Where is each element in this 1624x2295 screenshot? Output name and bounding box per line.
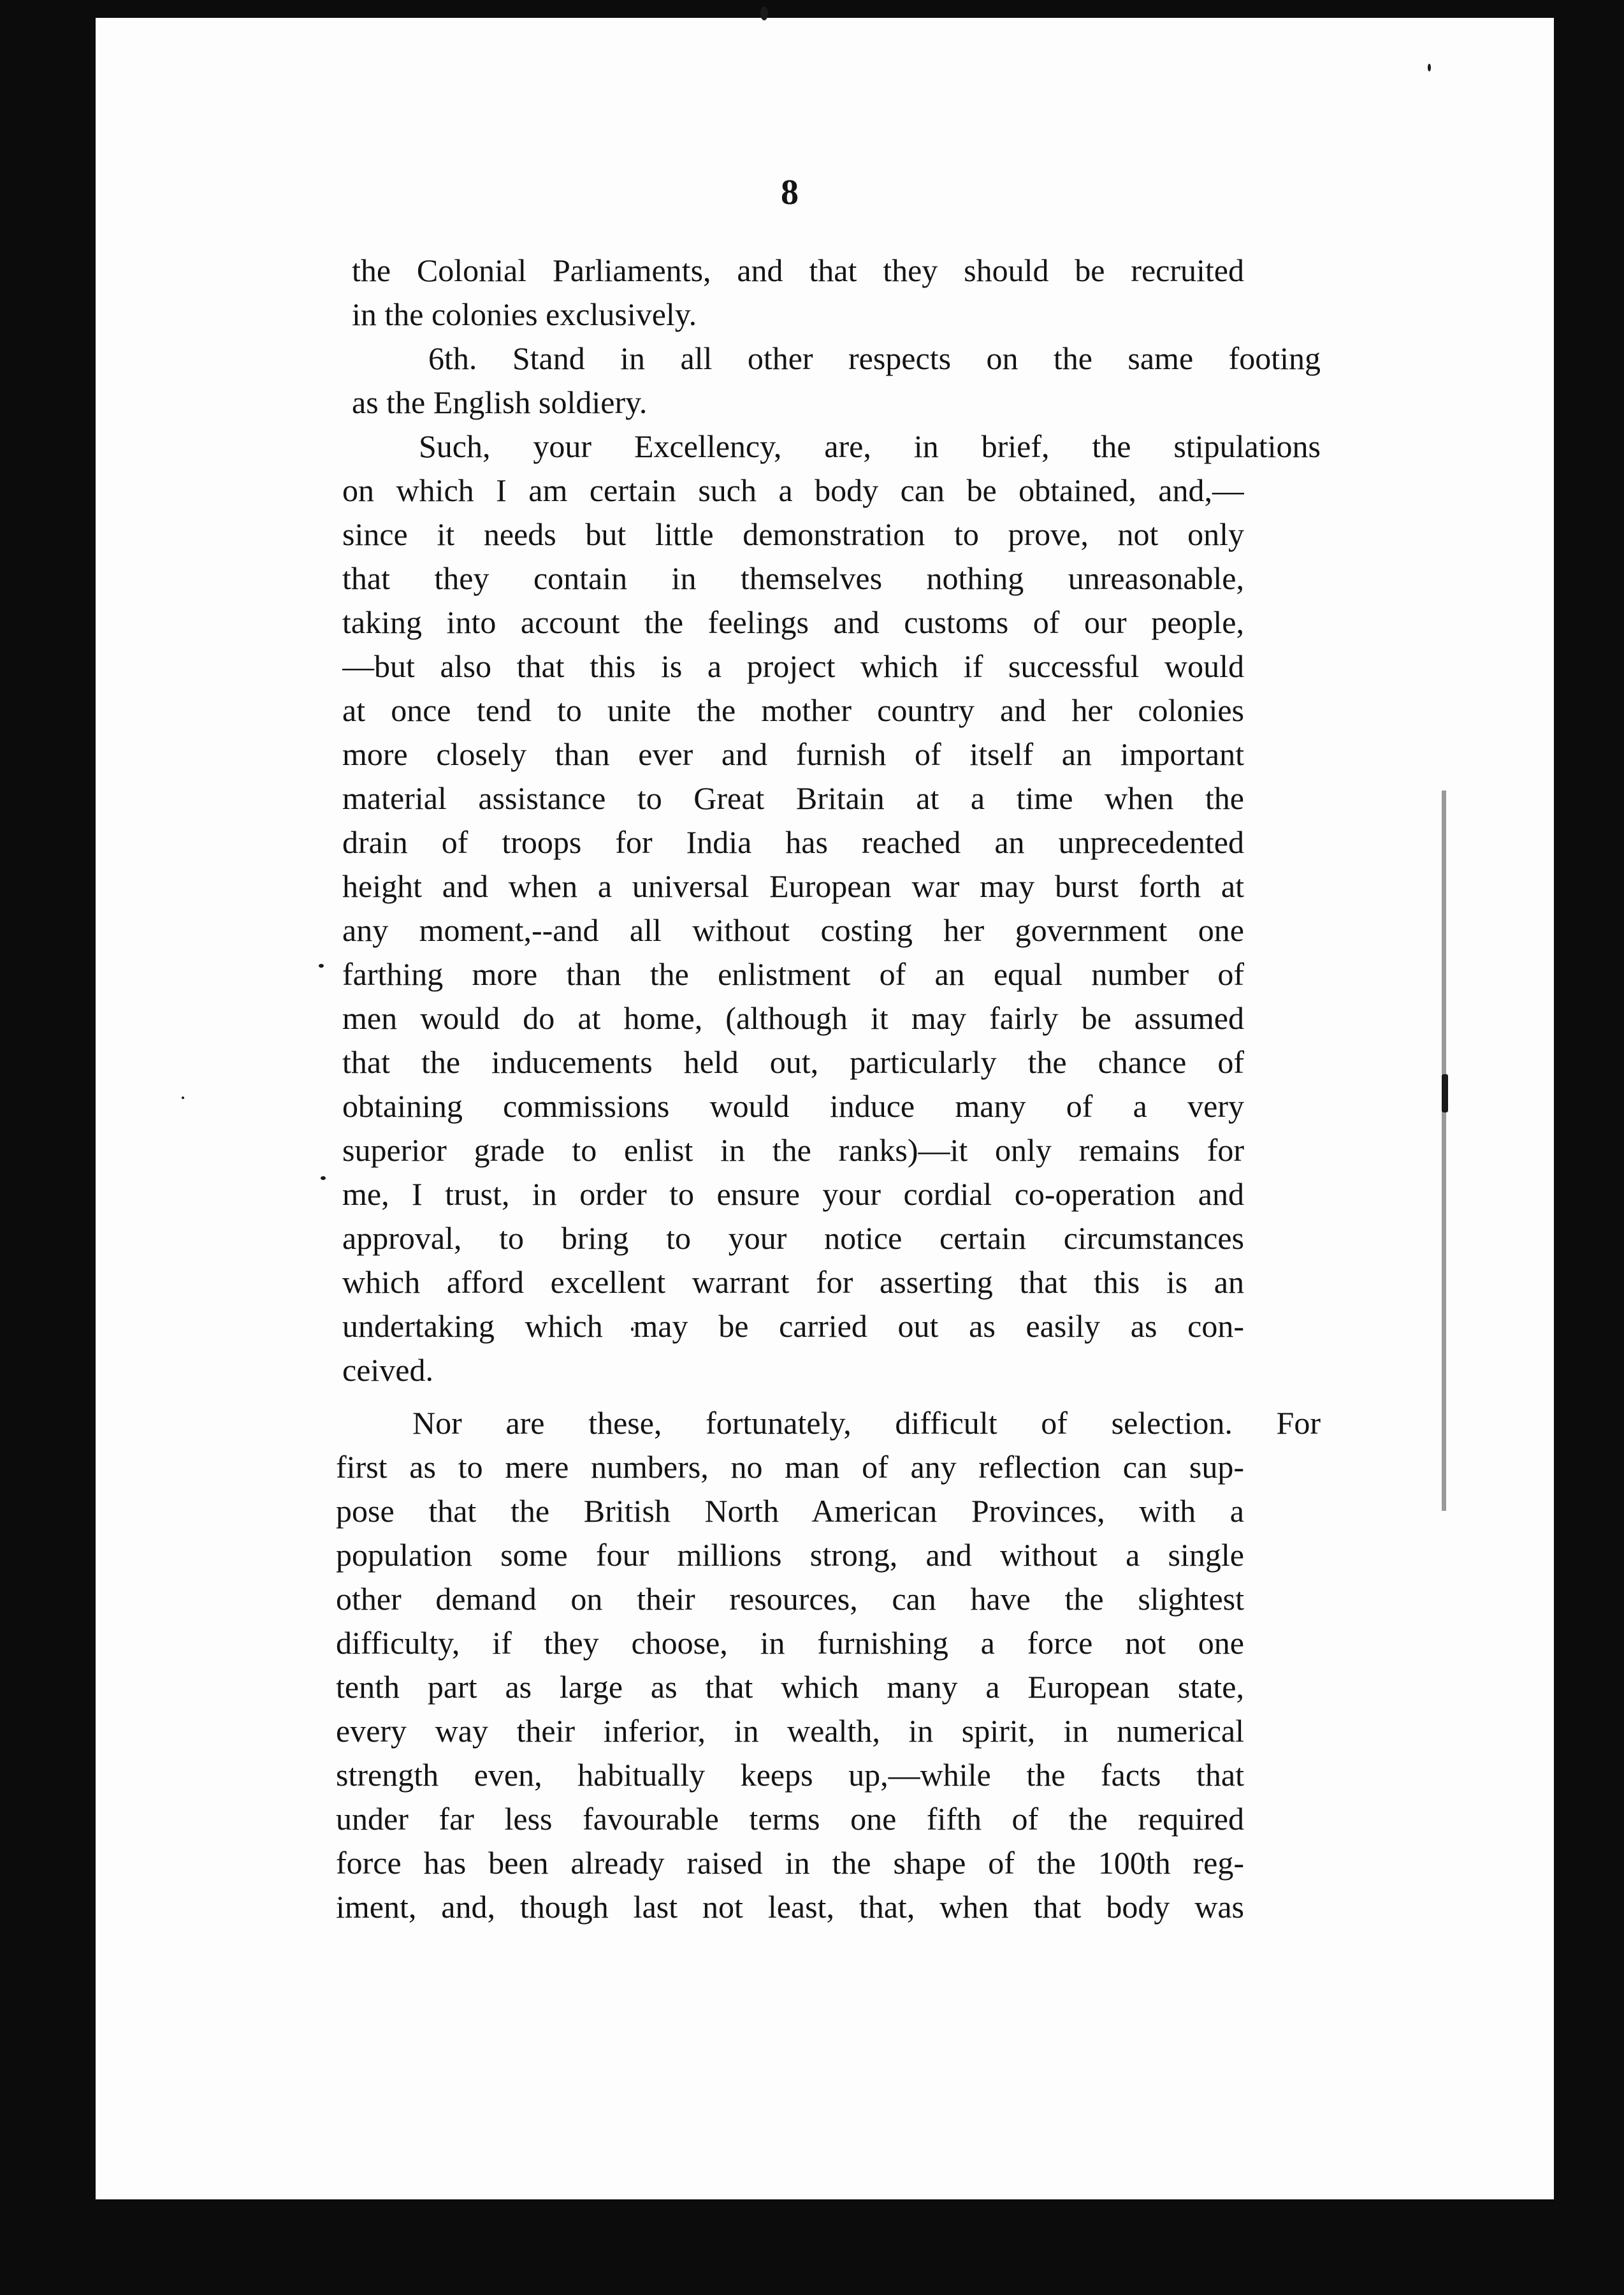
text-line: superior grade to enlist in the ranks)—it only remains for (342, 1132, 1244, 1168)
text-line: material assistance to Great Britain at a time when the (342, 780, 1244, 816)
text-line: in the colonies exclusively. (352, 296, 697, 332)
text-line: 6th. Stand in all other respects on the same footing (428, 340, 1321, 376)
scan-border-bottom (0, 2199, 1624, 2295)
text-line: ceived. (342, 1352, 433, 1388)
text-line: height and when a universal European war may burst forth at (342, 868, 1244, 904)
body-text (326, 249, 1321, 1929)
scan-speck (760, 6, 768, 20)
text-line: pose that the British North American Provinces, with a (336, 1493, 1244, 1529)
text-line: Such, your Excellency, are, in brief, the stipulations (419, 428, 1321, 464)
text-line: difficulty, if they choose, in furnishing a force not one (336, 1625, 1244, 1661)
text-line: under far less favourable terms one fifth of the required (336, 1801, 1244, 1837)
text-line: farthing more than the enlistment of an equal number of (342, 956, 1244, 992)
text-line: as the English soldiery. (352, 384, 648, 420)
text-line: approval, to bring to your notice certain circumstances (342, 1220, 1244, 1256)
scan-speck (1428, 64, 1431, 71)
scan-speck (319, 964, 324, 968)
scan-speck (182, 1096, 184, 1099)
text-line: the Colonial Parliaments, and that they should be recruited (352, 252, 1244, 288)
text-line: me, I trust, in order to ensure your cordial co-operation and (342, 1176, 1244, 1212)
scan-border-right (1554, 0, 1624, 2295)
text-line: strength even, habitually keeps up,—while the facts that (336, 1757, 1244, 1793)
text-line: that the inducements held out, particularly the chance of (342, 1044, 1244, 1080)
text-line: force has been already raised in the shape of the 100th reg- (336, 1845, 1244, 1881)
text-line: other demand on their resources, can have the slightest (336, 1581, 1244, 1617)
text-line: drain of troops for India has reached an unprecedented (342, 824, 1244, 860)
text-line: men would do at home, (although it may fairly be assumed (342, 1000, 1244, 1036)
text-line: that they contain in themselves nothing unreasonable, (342, 560, 1244, 596)
text-line: iment, and, though last not least, that, when that body was (336, 1889, 1244, 1925)
text-line: every way their inferior, in wealth, in spirit, in numerical (336, 1713, 1244, 1749)
text-line: population some four millions strong, and without a single (336, 1537, 1244, 1573)
text-line: which afford excellent warrant for asserting that this is an (342, 1264, 1244, 1300)
scan-speck (321, 1176, 326, 1180)
text-line: tenth part as large as that which many a European state, (336, 1669, 1244, 1705)
text-line: taking into account the feelings and customs of our people, (342, 604, 1244, 640)
text-line: first as to mere numbers, no man of any reflection can sup- (336, 1449, 1244, 1485)
text-line: since it needs but little demonstration to prove, not only (342, 516, 1244, 552)
page-number: 8 (781, 173, 799, 212)
scan-speck (1442, 1074, 1448, 1112)
binding-edge-mark (1442, 790, 1446, 1511)
text-line: on which I am certain such a body can be obtained, and,— (342, 472, 1244, 508)
text-line: any moment,--and all without costing her government one (342, 912, 1244, 948)
text-line: at once tend to unite the mother country and her colonies (342, 692, 1244, 728)
text-line: Nor are these, fortunately, difficult of selection. For (412, 1405, 1321, 1441)
scan-border-left (0, 0, 96, 2295)
text-line: more closely than ever and furnish of itself an important (342, 736, 1244, 772)
text-line: —but also that this is a project which if successful would (342, 648, 1244, 684)
text-line: obtaining commissions would induce many of a very (342, 1088, 1244, 1124)
text-line: undertaking which may be carried out as easily as con- (342, 1308, 1244, 1344)
scan-border-top (0, 0, 1624, 18)
